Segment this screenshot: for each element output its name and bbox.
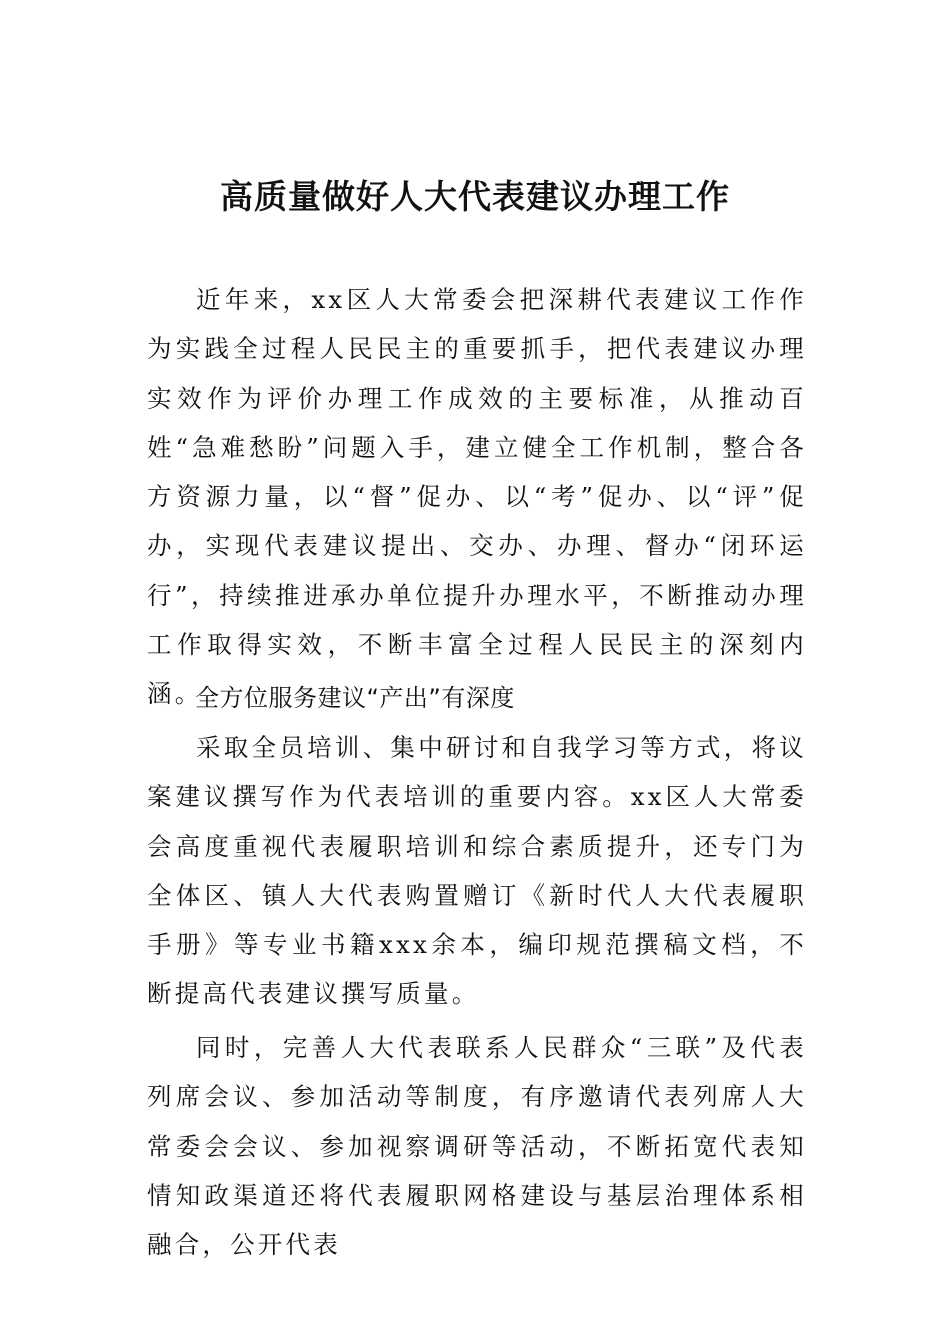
body-paragraph: 近年来，xx区人大常委会把深耕代表建议工作作为实践全过程人民民主的重要抓手，把代表建议办理实效作为评价办理工作成效的主要标准，从推动百姓“急难愁盼”问题入手，建立健全工作机制，整合各方资源力量，以“督”促办、以“考”促办、以“评”促办，实现代表建议提出、交办、办理、督办“闭环运行”，持续推进承办单位提升办理水平，不断推动办理工作取得实效，不断丰富全过程人民民主的深刻内涵。 (147, 285, 807, 709)
section-heading: 全方位服务建议“产出”有深度 (195, 684, 515, 712)
body-paragraph: 同时，完善人大代表联系人民群众“三联”及代表列席会议、参加活动等制度，有序邀请代表列席人大常委会会议、参加视察调研等活动，不断拓宽代表知情知政渠道还将代表履职网格建设与基层治理体系相融合，公开代表 (147, 1033, 807, 1260)
body-paragraph: 采取全员培训、集中研讨和自我学习等方式，将议案建议撰写作为代表培训的重要内容。xx区人大常委会高度重视代表履职培训和综合素质提升，还专门为全体区、镇人大代表购置赠订《新时代人大代表履职手册》等专业书籍xxx余本，编印规范撰稿文档，不断提高代表建议撰写质量。 (147, 733, 807, 1009)
document-title: 高质量做好人大代表建议办理工作 (220, 177, 730, 216)
